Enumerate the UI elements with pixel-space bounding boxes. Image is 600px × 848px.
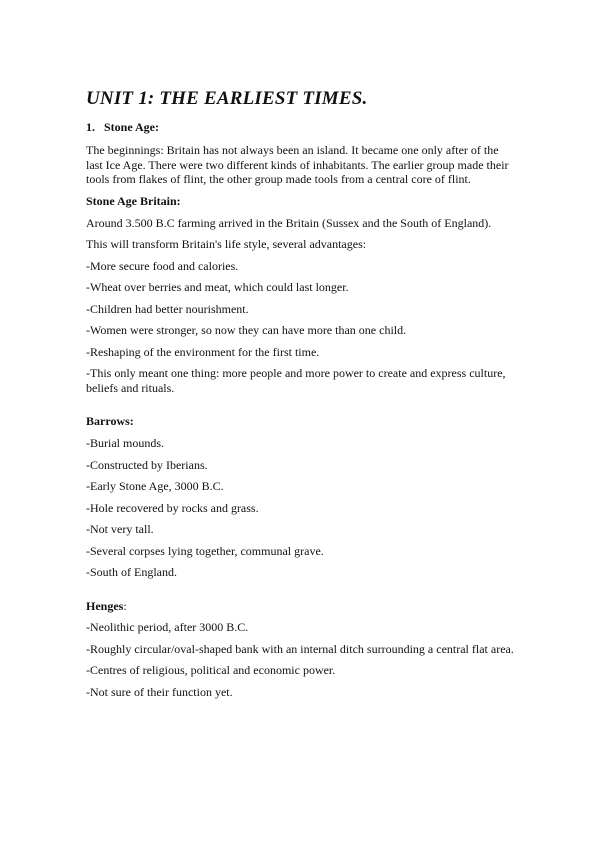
list-item: -Not sure of their function yet. [86, 684, 233, 699]
list-item: -Burial mounds. [86, 436, 164, 450]
subheading-henges [86, 599, 518, 614]
list-item: -Roughly circular/oval-shaped bank with an internal ditch surrounding a central flat area. [86, 641, 514, 656]
henges-label: Henges [86, 598, 124, 613]
henges-colon: : [123, 598, 127, 613]
paragraph: Around 3.500 B.C farming arrived in the Britain (Sussex and the South of England). [86, 215, 492, 230]
section-title: Stone Age: [104, 120, 159, 134]
list-item: -Reshaping of the environment for the first time. [86, 344, 320, 359]
list-item: -Centres of religious, political and economic power. [86, 663, 336, 677]
intro-paragraph: The beginnings: Britain has not always been an island. It became one only after of the last Ice Age. There were two different kinds of inhabitants. The earlier group made their tools from flakes of flint, the other group made tools from a central core of flint. [86, 143, 509, 186]
list-item: -Children had better nourishment. [86, 301, 249, 316]
subheading-barrows: Barrows: [86, 414, 134, 428]
list-item: -Women were stronger, so now they can have more than one child. [86, 323, 407, 337]
document-content [86, 88, 518, 706]
list-item: -Several corpses lying together, communal grave. [86, 543, 324, 558]
unit-title: UNIT 1: THE EARLIEST TIMES. [86, 88, 368, 109]
list-item: -South of England. [86, 565, 177, 579]
list-item: -Neolithic period, after 3000 B.C. [86, 620, 249, 634]
list-item: -Wheat over berries and meat, which could last longer. [86, 280, 349, 294]
list-item: -Constructed by Iberians. [86, 457, 208, 472]
subheading-stone-age-britain: Stone Age Britain: [86, 193, 181, 208]
list-item: -Hole recovered by rocks and grass. [86, 500, 259, 515]
paragraph: This will transform Britain's life style, several advantages: [86, 237, 367, 251]
section-heading-stone-age [86, 120, 518, 135]
section-number: 1. [86, 120, 95, 134]
list-item: -This only meant one thing: more people and more power to create and express culture, beliefs and rituals. [86, 366, 506, 395]
list-item: -More secure food and calories. [86, 258, 239, 273]
list-item: -Not very tall. [86, 522, 154, 536]
list-item: -Early Stone Age, 3000 B.C. [86, 479, 224, 493]
